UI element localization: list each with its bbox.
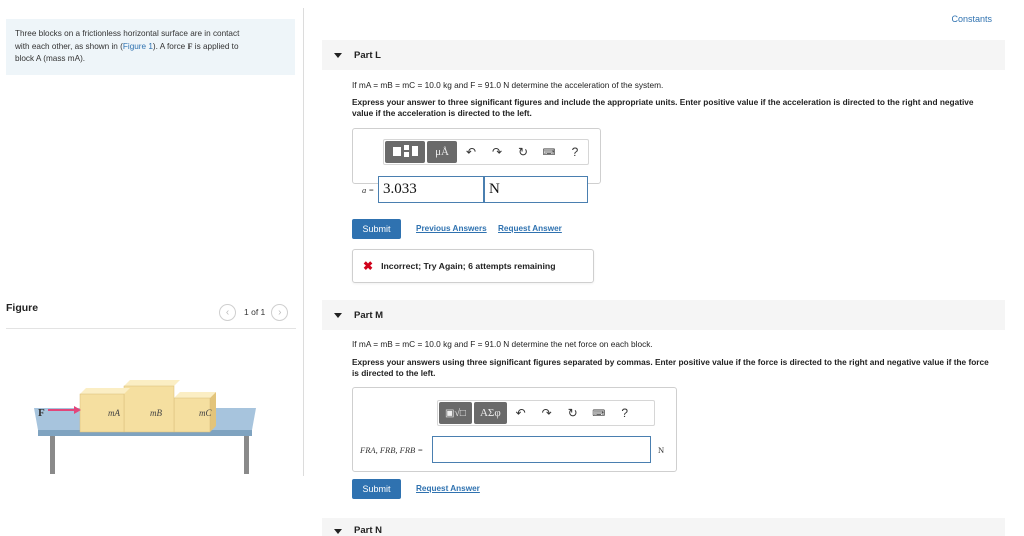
- part-m-label: Part M: [354, 309, 384, 321]
- reset-icon[interactable]: ↻: [567, 406, 578, 420]
- incorrect-x-icon: ✖: [363, 259, 374, 273]
- label-mb: mB: [150, 408, 162, 418]
- part-l-instructions: Express your answer to three significant figures and include the appropriate units. Enter positive value if the acceleration is directed to the right and negative value if the acceleration is directed to the left.: [352, 97, 974, 118]
- redo-icon[interactable]: ↷: [491, 145, 503, 159]
- force-symbol: F: [187, 41, 193, 51]
- part-l-label: Part L: [354, 49, 381, 61]
- table-leg: [244, 436, 249, 474]
- units-button[interactable]: μÅ: [427, 141, 457, 163]
- problem-line-3: block A (mass mA).: [15, 54, 86, 63]
- chevron-right-icon[interactable]: ›: [271, 304, 288, 321]
- keyboard-icon[interactable]: ⌨: [592, 407, 606, 418]
- block-b-top: [124, 380, 180, 386]
- help-button[interactable]: ?: [621, 406, 629, 420]
- reset-icon[interactable]: ↻: [517, 145, 529, 159]
- part-n-label: Part N: [354, 525, 382, 536]
- block-a-top: [80, 388, 130, 394]
- part-l-variable-label: a =: [362, 185, 375, 195]
- previous-answers-link[interactable]: Previous Answers: [416, 224, 487, 233]
- part-l-header[interactable]: [322, 40, 1005, 70]
- figure-divider: [6, 328, 296, 329]
- part-l-unit-input[interactable]: N: [484, 176, 588, 203]
- feedback-message: Incorrect; Try Again; 6 attempts remaining: [381, 261, 556, 271]
- part-l-feedback: [352, 249, 594, 283]
- symbols-button[interactable]: ΑΣφ: [474, 402, 507, 424]
- part-m-instructions: Express your answers using three significant figures separated by commas. Enter positive value if the force is directed to the right and negative value if the force is directed to the left.: [352, 357, 989, 378]
- part-m-unit: N: [658, 445, 665, 455]
- problem-text: with each other, as shown in (: [15, 41, 123, 51]
- table-leg: [50, 436, 55, 474]
- problem-line-2: [15, 41, 286, 54]
- part-n-header[interactable]: [322, 518, 1005, 536]
- part-l-toolbar: [383, 139, 589, 165]
- part-l-value-input[interactable]: 3.033: [378, 176, 484, 203]
- block-c-top: [174, 392, 216, 398]
- part-m-request-answer-link[interactable]: Request Answer: [416, 484, 480, 493]
- keyboard-icon[interactable]: ⌨: [542, 146, 556, 157]
- radical-template-icon[interactable]: ▣√□: [439, 402, 472, 424]
- figure-image: [24, 372, 264, 482]
- redo-icon[interactable]: ↷: [541, 406, 552, 420]
- label-mc: mC: [199, 408, 212, 418]
- block-b: [124, 386, 174, 432]
- part-l-submit-button[interactable]: Submit: [352, 219, 401, 239]
- part-m-variable-label: FRA, FRB, FRB =: [360, 445, 424, 455]
- part-m-toolbar: [437, 400, 655, 426]
- label-ma: mA: [108, 408, 120, 418]
- help-button[interactable]: ?: [571, 145, 579, 159]
- problem-text: ). A force: [152, 41, 188, 51]
- figure-link[interactable]: Figure 1: [122, 41, 153, 51]
- undo-icon[interactable]: ↶: [515, 406, 526, 420]
- part-m-submit-button[interactable]: Submit: [352, 479, 401, 499]
- left-panel: [0, 0, 304, 536]
- part-l-question: If mA = mB = mC = 10.0 kg and F = 91.0 N determine the acceleration of the system.: [352, 80, 664, 90]
- part-m-question: If mA = mB = mC = 10.0 kg and F = 91.0 N determine the net force on each block.: [352, 339, 653, 349]
- force-label: F: [38, 407, 45, 419]
- chevron-left-icon[interactable]: ‹: [219, 304, 236, 321]
- part-m-header[interactable]: [322, 300, 1005, 330]
- undo-icon[interactable]: ↶: [465, 145, 477, 159]
- figure-page-indicator: 1 of 1: [244, 307, 266, 317]
- constants-link[interactable]: Constants: [951, 14, 992, 24]
- problem-text: is applied to: [192, 41, 239, 51]
- problem-line-1: Three blocks on a frictionless horizontal surface are in contact: [15, 29, 240, 38]
- collapse-triangle-icon[interactable]: [334, 313, 342, 318]
- collapse-triangle-icon[interactable]: [334, 529, 342, 534]
- template-icon[interactable]: [385, 141, 425, 163]
- panel-divider: [303, 8, 304, 476]
- collapse-triangle-icon[interactable]: [334, 53, 342, 58]
- figure-pager: [219, 303, 297, 321]
- figure-title: Figure: [6, 302, 39, 314]
- part-m-value-input[interactable]: [432, 436, 651, 463]
- problem-statement: [6, 19, 295, 75]
- part-l-request-answer-link[interactable]: Request Answer: [498, 224, 562, 233]
